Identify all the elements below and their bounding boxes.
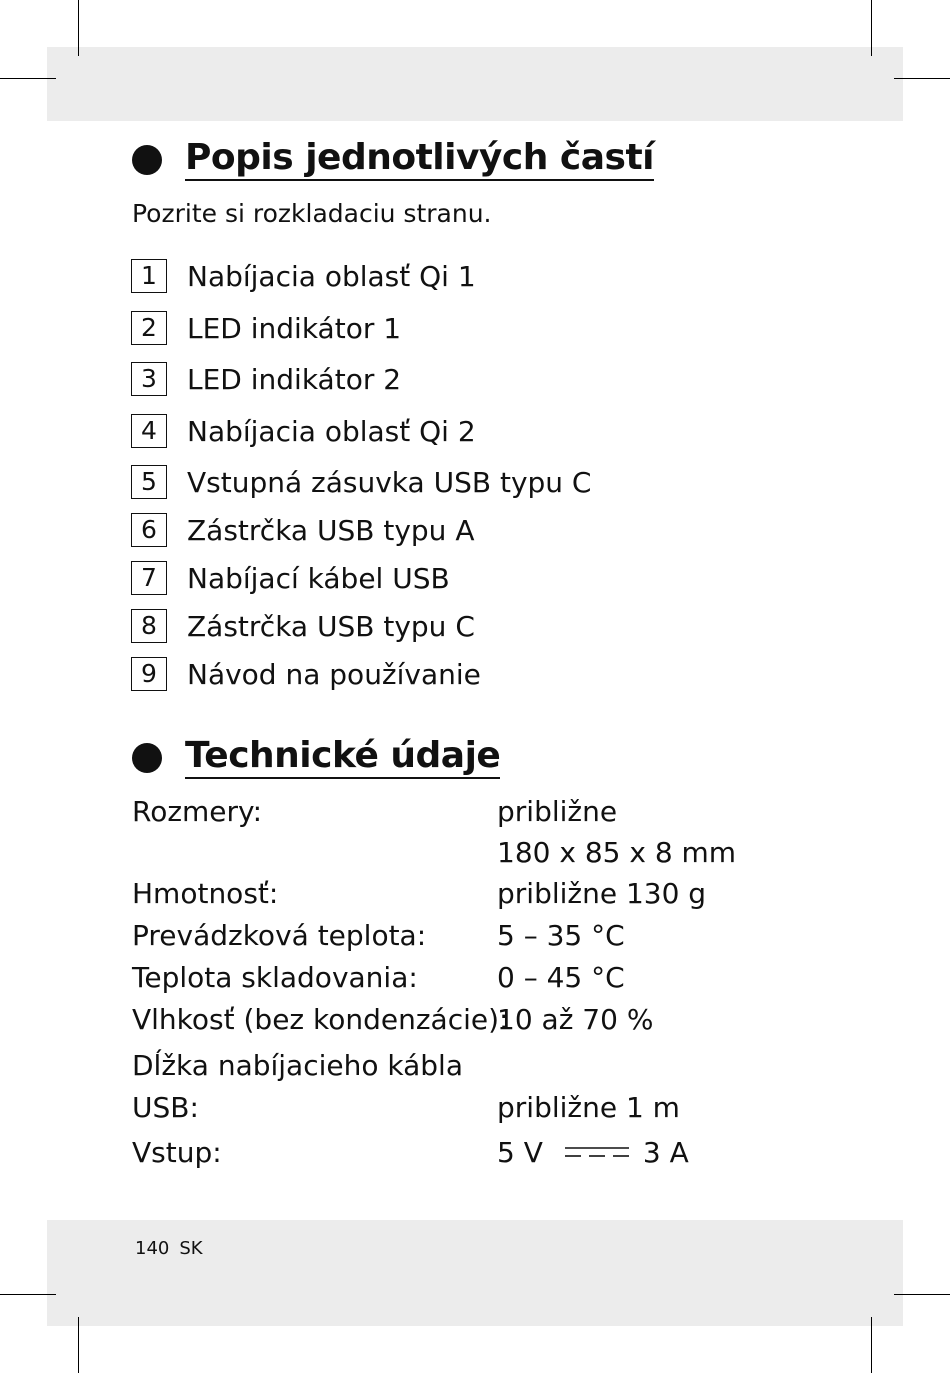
part-number: 5 bbox=[131, 465, 167, 499]
section-heading-parts bbox=[132, 138, 654, 181]
part-number: 6 bbox=[131, 513, 167, 547]
list-item bbox=[131, 465, 591, 499]
list-item bbox=[131, 259, 476, 293]
spec-value-weight: približne 130 g bbox=[497, 877, 707, 910]
spec-label-weight: Hmotnosť: bbox=[132, 877, 279, 910]
part-label: LED indikátor 2 bbox=[187, 362, 402, 396]
spec-label-cable-usb: USB: bbox=[132, 1091, 199, 1124]
spec-label-dimensions: Rozmery: bbox=[132, 795, 263, 828]
crop-mark bbox=[894, 78, 950, 79]
list-item bbox=[131, 609, 475, 643]
crop-mark bbox=[0, 1294, 56, 1295]
section-title: Technické údaje bbox=[185, 736, 500, 779]
list-item bbox=[131, 513, 474, 547]
spec-value-storage-temperature: 0 – 45 °C bbox=[497, 961, 625, 994]
spec-label-operating-temperature: Prevádzková teplota: bbox=[132, 919, 427, 952]
crop-mark bbox=[78, 0, 79, 56]
spec-value-dimensions: 180 x 85 x 8 mm bbox=[497, 836, 737, 869]
input-voltage: 5 V bbox=[497, 1136, 543, 1169]
part-number: 9 bbox=[131, 657, 167, 691]
intro-text: Pozrite si rozkladaciu stranu. bbox=[132, 199, 492, 228]
header-band bbox=[47, 47, 903, 121]
spec-value-dimensions: približne bbox=[497, 795, 618, 828]
spec-value-input bbox=[497, 1136, 689, 1170]
part-label: Zástrčka USB typu C bbox=[187, 609, 475, 643]
part-number: 7 bbox=[131, 561, 167, 595]
footer-band bbox=[47, 1220, 903, 1326]
spec-label-humidity: Vlhkosť (bez kondenzácie): bbox=[132, 1003, 509, 1036]
spec-value-cable-length: približne 1 m bbox=[497, 1091, 680, 1124]
list-item bbox=[131, 414, 476, 448]
part-label: Nabíjací kábel USB bbox=[187, 561, 450, 595]
part-label: LED indikátor 1 bbox=[187, 311, 402, 345]
language-code: SK bbox=[179, 1238, 203, 1259]
spec-label-storage-temperature: Teplota skladovania: bbox=[132, 961, 418, 994]
list-item bbox=[131, 561, 450, 595]
spec-label-cable-length: Dĺžka nabíjacieho kábla bbox=[132, 1049, 463, 1082]
part-number: 1 bbox=[131, 259, 167, 293]
part-label: Návod na používanie bbox=[187, 657, 481, 691]
list-item bbox=[131, 311, 401, 345]
input-current: 3 A bbox=[642, 1136, 689, 1169]
section-title: Popis jednotlivých častí bbox=[185, 138, 654, 181]
part-label: Vstupná zásuvka USB typu C bbox=[187, 465, 592, 499]
section-heading-specs bbox=[132, 736, 500, 779]
spec-label-input: Vstup: bbox=[132, 1136, 222, 1169]
part-label: Nabíjacia oblasť Qi 1 bbox=[187, 259, 476, 293]
bullet-icon bbox=[132, 145, 162, 175]
part-label: Nabíjacia oblasť Qi 2 bbox=[187, 414, 476, 448]
spec-value-operating-temperature: 5 – 35 °C bbox=[497, 919, 625, 952]
page-footer bbox=[135, 1238, 213, 1259]
page-number: 140 bbox=[135, 1238, 170, 1259]
bullet-icon bbox=[132, 743, 162, 773]
part-label: Zástrčka USB typu A bbox=[187, 513, 475, 547]
list-item bbox=[131, 362, 401, 396]
crop-mark bbox=[871, 0, 872, 56]
list-item bbox=[131, 657, 481, 691]
part-number: 4 bbox=[131, 414, 167, 448]
part-number: 3 bbox=[131, 362, 167, 396]
dc-current-symbol-icon bbox=[565, 1145, 629, 1159]
part-number: 2 bbox=[131, 311, 167, 345]
part-number: 8 bbox=[131, 609, 167, 643]
crop-mark bbox=[871, 1317, 872, 1373]
crop-mark bbox=[894, 1294, 950, 1295]
crop-mark bbox=[78, 1317, 79, 1373]
spec-value-humidity: 10 až 70 % bbox=[497, 1003, 654, 1036]
crop-mark bbox=[0, 78, 56, 79]
